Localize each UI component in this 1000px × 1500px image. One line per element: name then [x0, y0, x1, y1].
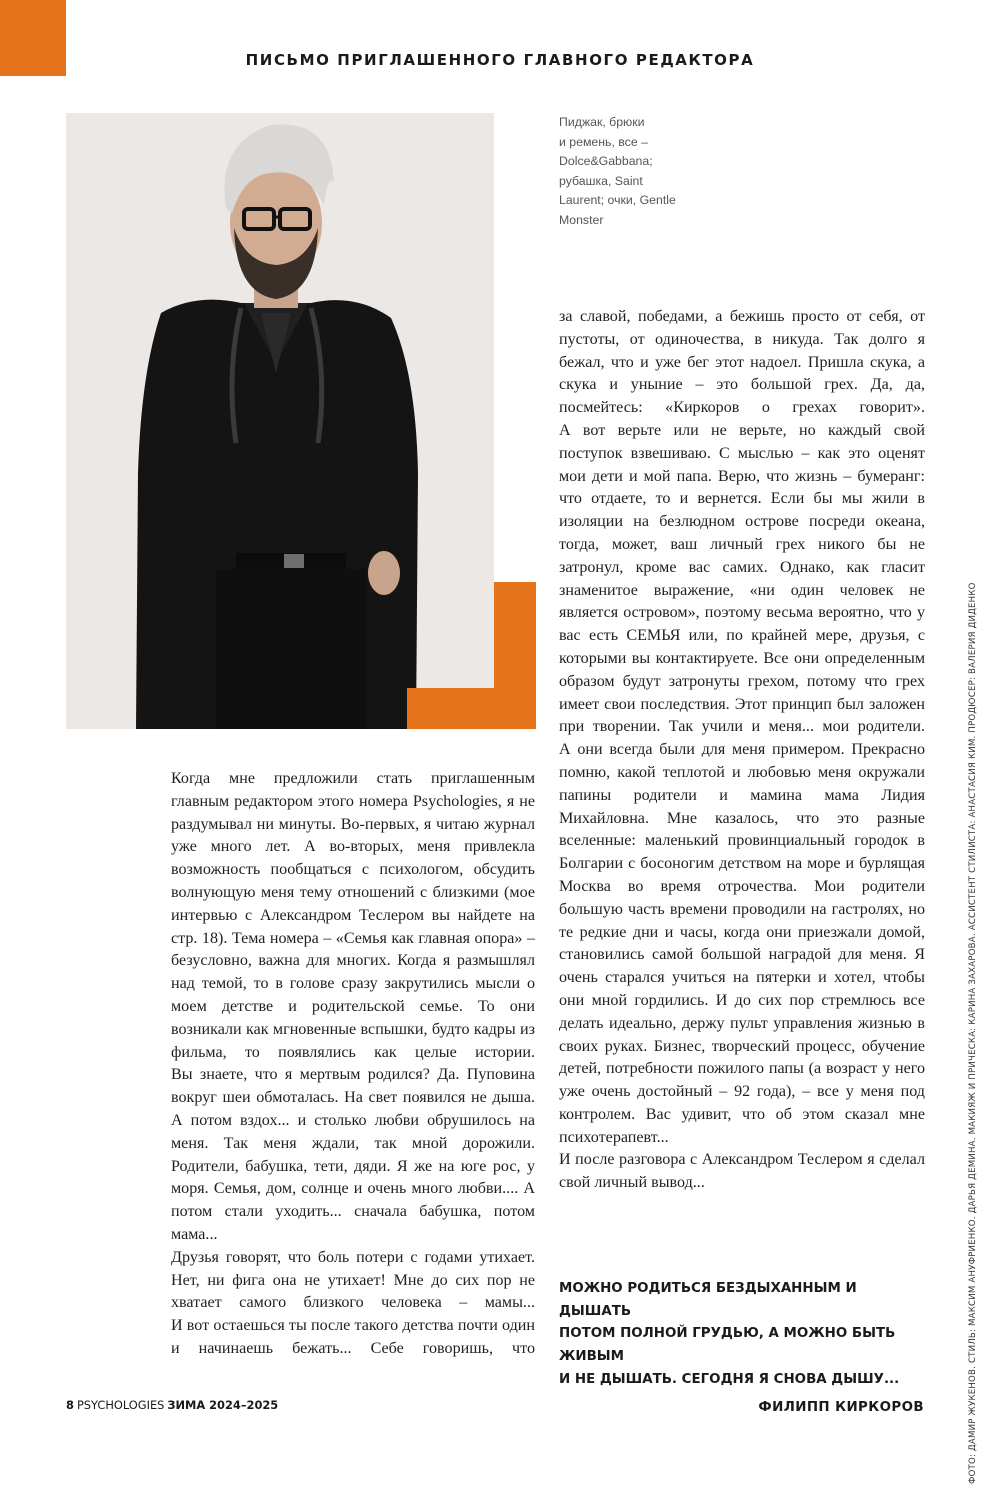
article-right-column	[559, 306, 925, 1195]
article-paragraph: А вот верьте или не верьте, но каждый свой поступок взвешиваю. С мыслью – как это оценят мои дети и мой папа. Верю, что жизнь – бумеранг: что отдаете, то и вернется. Если бы мы жили в изоляции на безлюдном острове посреди океана, тогда, может, ваш личный грех никого бы не затронул, кроме вас самих. Однако, как гласит знаменитое выражение, «ни один человек не является островом», поэтому весьма вероятно, что у вас есть СЕМЬЯ или, по крайней мере, друзья, с которыми вы контактируете. Все они определенным образом будут затронуты грехом, потому что грех имеет свои последствия. Этот принцип был заложен при творении. Так учили и меня... мои родители.	[559, 421, 925, 736]
page-footer	[66, 1398, 278, 1412]
article-paragraph: Когда мне предложили стать приглашенным главным редактором этого номера Psychologies, я не раздумывал ни минуты. Во-первых, я читаю журнал уже много лет. А во-вторых, меня привлекла возможность пообщаться с психологом, обсудить волнующую меня тему отношений с близкими (мое интервью с Александром Теслером вы найдете на стр. 18). Тема номера – «Семья как главная опора» – безусловно, важна для многих. Когда я размышлял над темой, то в голове сразу закрутились мысли о моем детстве и родительской семье. То они возникали как мгновенные вспышки, будто кадры из фильма, то появлялись как целые истории.	[171, 770, 535, 1061]
section-title: ПИСЬМО ПРИГЛАШЕННОГО ГЛАВНОГО РЕДАКТОРА	[245, 51, 755, 69]
closing-statement: МОЖНО РОДИТЬСЯ БЕЗДЫХАННЫМ И ДЫШАТЬ ПОТОМ ПОЛНОЙ ГРУДЬЮ, А МОЖНО БЫТЬ ЖИВЫМ И НЕ ДЫШАТЬ. СЕГОДНЯ Я СНОВА ДЫШУ...	[559, 1281, 900, 1387]
article-paragraph: И после разговора с Александром Теслером я сделал свой личный вывод...	[559, 1151, 925, 1192]
author-signature: ФИЛИПП КИРКОРОВ	[758, 1400, 924, 1415]
portrait-photo	[66, 113, 494, 729]
article-paragraph: Друзья говорят, что боль потери с годами утихает. Нет, ни фига она не утихает! Мне до сих пор не хватает самого близкого человека – мамы...	[171, 1248, 535, 1312]
article-left-column	[171, 768, 535, 1361]
portrait-illustration	[66, 113, 494, 729]
orange-corner-tab	[0, 0, 66, 76]
article-paragraph: И вот остаешься ты после такого детства почти один и начинаешь бежать... Себе говоришь, что	[171, 1317, 535, 1357]
article-paragraph: Вы знаете, что я мертвым родился? Да. Пуповина вокруг шеи обмоталась. На свет появился не дыша. А потом вздох... и столько любви обрушилось на меня. Так меня ждали, так мной дорожили. Родители, бабушка, тети, дяди. Я же на юге рос, у моря. Семья, дом, солнце и очень много любви.... А потом стали уходить... сначала бабушка, потом мама...	[171, 1066, 535, 1243]
page-number: 8	[66, 1398, 74, 1412]
orange-corner-decoration	[494, 582, 536, 729]
orange-corner-decoration-bar	[407, 688, 494, 729]
article-paragraph: А они всегда были для меня примером. Прекрасно помню, какой теплотой и любовью меня окружали папины родители и мамина мама Лидия Михайловна. Мне казалось, что это разные вселенные: маленький провинциальный городок в Болгарии с босоногим детством на море и бурлящая Москва во время отрочества. Мои родители большую часть времени проводили на гастролях, но те редкие дни и часы, когда они приезжали домой, становились самой большой наградой для меня. Я очень старался учиться на пятерки и хотел, чтобы они мной гордились. И до сих пор стремлюсь все делать идеально, держу пульт управления жизнью в своих руках. Бизнес, творческий процесс, обучение детей, потребности пожилого папы (а возраст у него уже очень достойный – 92 года), – все у меня под контролем. Вас удивит, что об этом сказал мне психотерапевт...	[559, 741, 925, 1146]
photo-caption: Пиджак, брюки и ремень, все – Dolce&Gabbana; рубашка, Saint Laurent; очки, Gentle Monster	[559, 115, 676, 227]
magazine-name: PSYCHOLOGIES	[76, 1398, 165, 1412]
article-paragraph: за славой, победами, а бежишь просто от себя, от пустоты, от одиночества, в никуда. Так долго я бежал, что и уже бег этот надоел. Пришла скука, а скука и уныние – это большой грех. Да, да, посмейтесь: «Киркоров о грехах говорит».	[559, 308, 925, 417]
photo-credits: ФОТО: ДАМИР ЖУКЕНОВ. СТИЛЬ: МАКСИМ АНУФРИЕНКО. ДАРЬЯ ДЕМИНА. МАКИЯЖ И ПРИЧЕСКА: КАРИНА ЗАХАРОВА. АССИСТЕНТ СТИЛИСТА: АНАСТАСИЯ КИМ. ПРОДЮСЕР: ВАЛЕРИЯ ДИДЕНКО	[968, 582, 978, 1484]
issue-label: ЗИМА 2024–2025	[167, 1398, 279, 1412]
